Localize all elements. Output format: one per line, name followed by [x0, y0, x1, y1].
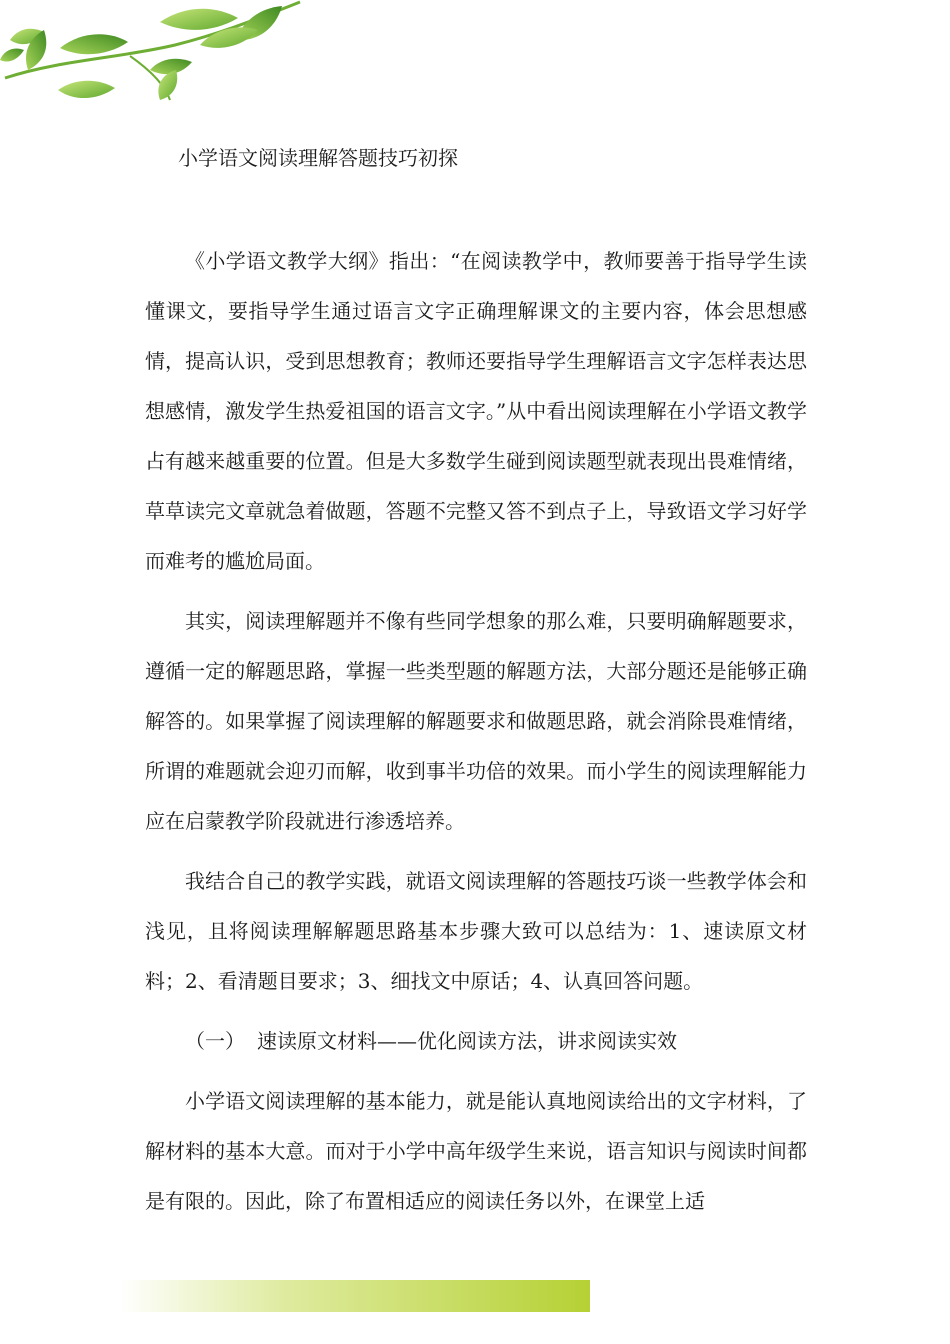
document-title: 小学语文阅读理解答题技巧初探	[178, 146, 458, 170]
section-heading	[145, 1016, 807, 1066]
paragraph: 我结合自己的教学实践，就语文阅读理解的答题技巧谈一些教学体会和浅见，且将阅读理解解题思路基本步骤大致可以总结为：1、速读原文材料；2、看清题目要求；3、细找文中原话；4、认真回答问题。	[145, 869, 807, 993]
leaf-icon	[158, 70, 177, 100]
leaf-icon	[200, 27, 258, 48]
leaf-vine-decoration	[0, 0, 320, 110]
paragraph: 其实，阅读理解题并不像有些同学想象的那么难，只要明确解题要求，遵循一定的解题思路，掌握一些类型题的解题方法，大部分题还是能够正确解答的。如果掌握了阅读理解的解题要求和做题思路，就会消除畏难情绪，所谓的难题就会迎刃而解，收到事半功倍的效果。而小学生的阅读理解能力应在启蒙教学阶段就进行渗透培养。	[145, 609, 807, 833]
paragraph: 小学语文阅读理解的基本能力，就是能认真地阅读给出的文字材料，了解材料的基本大意。而对于小学中高年级学生来说，语言知识与阅读时间都是有限的。因此，除了布置相适应的阅读任务以外，在课堂上适	[145, 1089, 807, 1213]
document-body	[145, 236, 807, 1236]
leaf-icon	[58, 81, 115, 98]
leaf-icon	[150, 59, 192, 74]
section-number: （一）	[185, 1029, 245, 1053]
section-heading-text: 速读原文材料——优化阅读方法，讲求阅读实效	[257, 1029, 677, 1053]
paragraph: 《小学语文教学大纲》指出：“在阅读教学中，教师要善于指导学生读懂课文，要指导学生通过语言文字正确理解课文的主要内容，体会思想感情，提高认识，受到思想教育；教师还要指导学生理解语言文字怎样表达思想感情，激发学生热爱祖国的语言文字。”从中看出阅读理解在小学语文教学占有越来越重要的位置。但是大多数学生碰到阅读题型就表现出畏难情绪，草草读完文章就急着做题，答题不完整又答不到点子上，导致语文学习好学而难考的尴尬局面。	[145, 249, 807, 573]
leaf-icon	[0, 48, 24, 61]
leaf-icon	[160, 9, 238, 30]
leaf-icon	[60, 34, 128, 54]
footer-decoration-bar	[120, 1280, 590, 1312]
